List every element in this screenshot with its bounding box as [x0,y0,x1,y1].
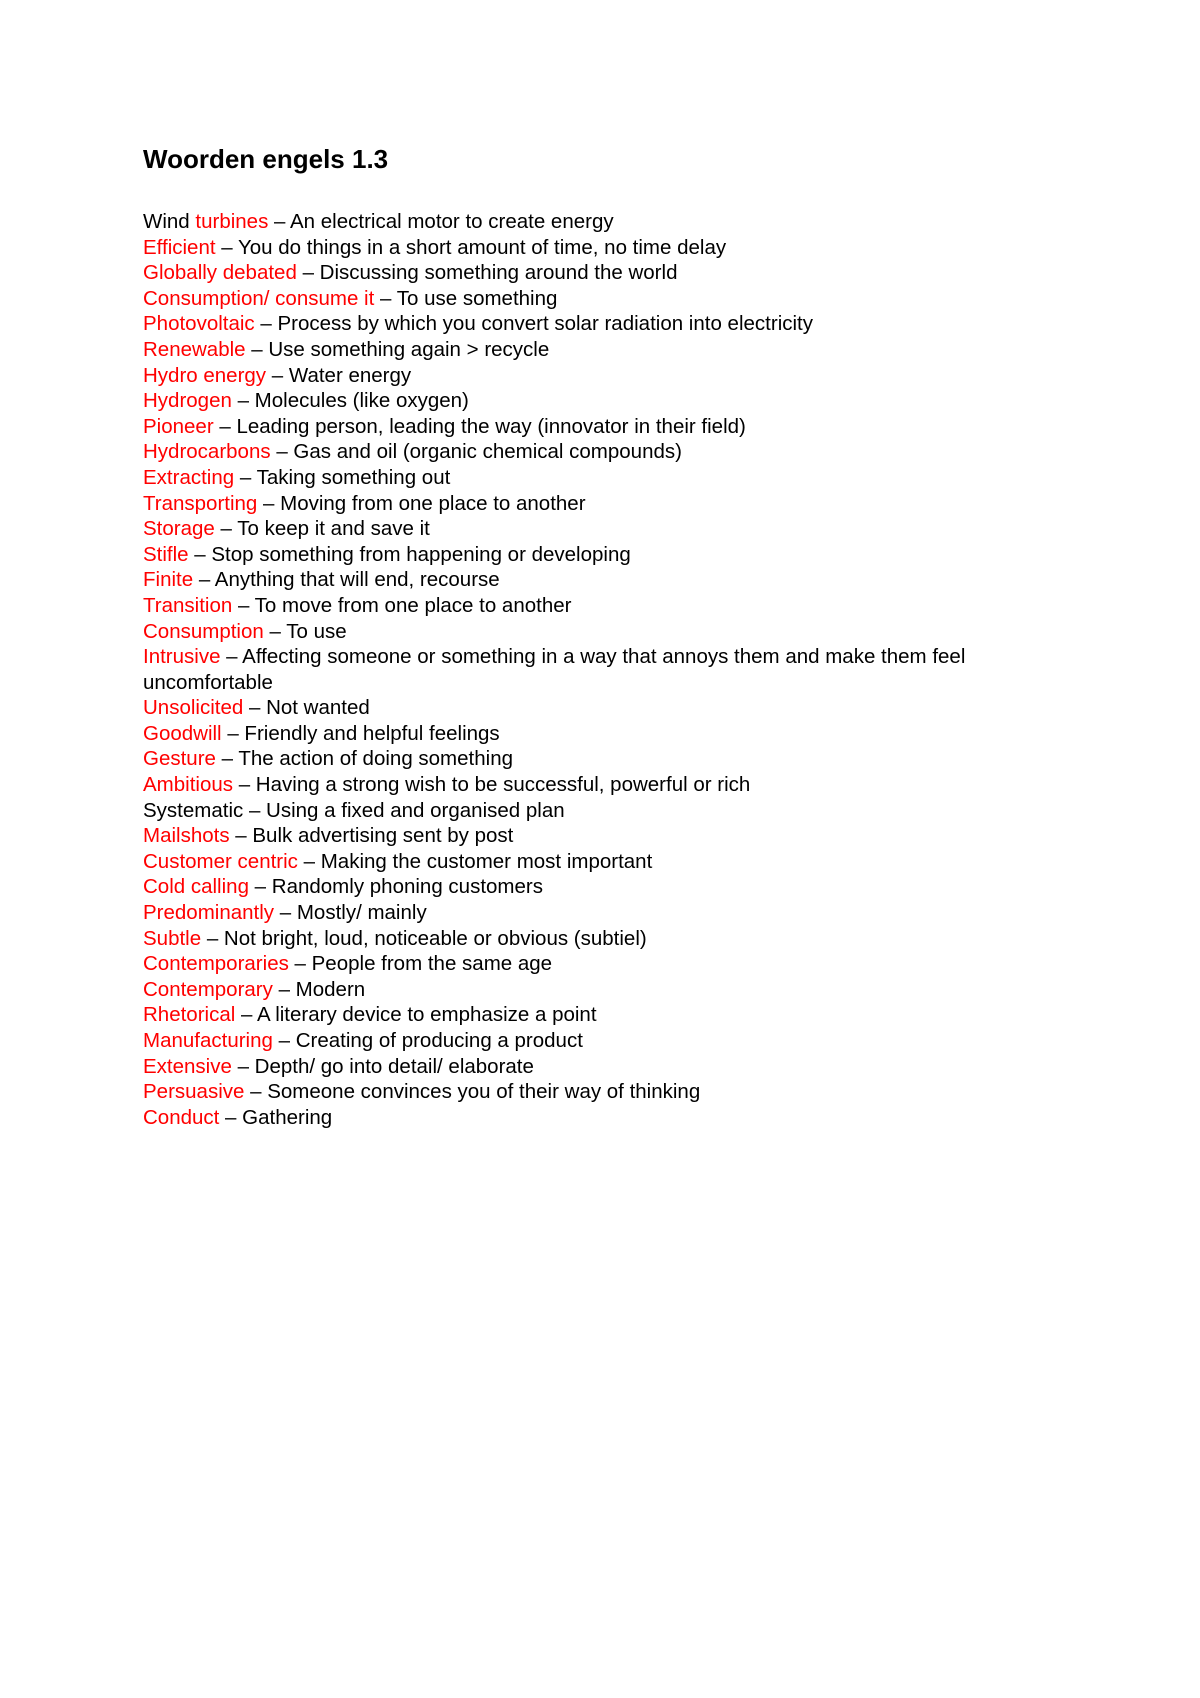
vocabulary-entry [143,746,1073,772]
vocabulary-entry [143,900,1073,926]
vocabulary-term: Predominantly [143,901,275,925]
vocabulary-definition: – Molecules (like oxygen) [231,389,469,413]
vocabulary-term: Renewable [143,337,246,361]
vocabulary-term: Unsolicited [143,696,244,720]
vocabulary-definition: – Moving from one place to another [257,491,586,515]
vocabulary-term: Rhetorical [143,1003,236,1027]
vocabulary-term: Finite [143,568,194,592]
vocabulary-definition: – Someone convinces you of their way of thinking [244,1080,701,1104]
vocabulary-definition: – You do things in a short amount of time, no time delay [215,235,727,259]
vocabulary-definition: – Taking something out [234,465,451,489]
vocabulary-entry [143,414,1073,440]
vocabulary-entry [143,260,1073,286]
vocabulary-term: Photovoltaic [143,312,255,336]
vocabulary-entry [143,388,1073,414]
vocabulary-term: Extracting [143,465,235,489]
vocabulary-definition: – Use something again > recycle [245,337,550,361]
vocabulary-term: Cold calling [143,875,249,899]
vocabulary-term: Wind [143,210,196,233]
vocabulary-entry [143,1028,1073,1054]
vocabulary-definition: – The action of doing something [215,747,513,771]
vocabulary-term: Hydrogen [143,389,232,413]
vocabulary-term: Systematic [143,798,244,822]
vocabulary-list [143,209,1073,1130]
vocabulary-entry [143,619,1073,645]
vocabulary-entry [143,567,1073,593]
vocabulary-definition: – Anything that will end, recourse [193,568,500,592]
vocabulary-entry [143,874,1073,900]
vocabulary-entry [143,644,1073,695]
vocabulary-entry [143,439,1073,465]
vocabulary-term: Subtle [143,926,202,950]
vocabulary-entry [143,1002,1073,1028]
vocabulary-term: Gesture [143,747,216,771]
vocabulary-entry [143,465,1073,491]
vocabulary-term: Conduct [143,1105,220,1129]
vocabulary-entry [143,491,1073,517]
vocabulary-term: Contemporary [143,977,273,1001]
vocabulary-term: Hydro energy [143,363,267,387]
vocabulary-term: Goodwill [143,721,222,745]
vocabulary-entry [143,1105,1073,1131]
vocabulary-term: Consumption [143,619,264,643]
vocabulary-definition: – Not wanted [243,696,370,720]
vocabulary-entry [143,849,1073,875]
vocabulary-term: Stifle [143,542,189,566]
vocabulary-entry [143,951,1073,977]
vocabulary-term: Ambitious [143,773,234,797]
vocabulary-definition: – Discussing something around the world [296,261,678,285]
vocabulary-entry [143,593,1073,619]
vocabulary-entry [143,337,1073,363]
vocabulary-term: Hydrocarbons [143,440,271,464]
vocabulary-definition: – An electrical motor to create energy [268,210,614,233]
vocabulary-term: Contemporaries [143,952,289,976]
vocabulary-term: Efficient [143,235,216,259]
vocabulary-definition: – People from the same age [288,952,553,976]
vocabulary-definition: – Creating of producing a product [272,1029,583,1052]
vocabulary-definition: – Leading person, leading the way (innovator in their field) [213,414,746,438]
vocabulary-entry [143,209,1073,235]
vocabulary-term: Intrusive [143,645,221,669]
vocabulary-term: Globally debated [143,261,297,285]
vocabulary-definition: – Process by which you convert solar radiation into electricity [254,312,813,336]
vocabulary-definition: – Not bright, loud, noticeable or obvious (subtiel) [201,926,647,950]
vocabulary-definition: – Affecting someone or something in a way that annoys them and make them feel uncomfortable [143,645,966,694]
vocabulary-definition: – Gas and oil (organic chemical compounds) [270,440,682,464]
vocabulary-definition: – Stop something from happening or developing [188,542,631,566]
vocabulary-term: Persuasive [143,1080,245,1104]
vocabulary-entry [143,695,1073,721]
vocabulary-entry [143,516,1073,542]
vocabulary-term: Extensive [143,1054,232,1078]
vocabulary-entry [143,772,1073,798]
vocabulary-definition: – Mostly/ mainly [274,901,427,925]
vocabulary-definition: – Friendly and helpful feelings [221,721,500,745]
vocabulary-definition: – Using a fixed and organised plan [243,798,565,822]
vocabulary-term: Consumption/ consume it [143,286,375,310]
vocabulary-entry [143,798,1073,824]
vocabulary-definition: – A literary device to emphasize a point [235,1003,597,1027]
vocabulary-entry [143,1054,1073,1080]
vocabulary-entry [143,823,1073,849]
vocabulary-definition: – Having a strong wish to be successful, powerful or rich [233,773,751,797]
vocabulary-definition: – Gathering [219,1105,333,1129]
vocabulary-entry [143,363,1073,389]
page-title: Woorden engels 1.3 [143,144,389,174]
vocabulary-entry [143,926,1073,952]
vocabulary-definition: – To move from one place to another [232,593,572,617]
vocabulary-term: Manufacturing [143,1029,273,1052]
vocabulary-definition: – To keep it and save it [214,517,430,541]
vocabulary-definition: – Water energy [266,363,412,387]
vocabulary-definition: – Depth/ go into detail/ elaborate [231,1054,534,1078]
vocabulary-term: Customer centric [143,849,298,873]
vocabulary-term: Pioneer [143,414,214,438]
vocabulary-definition: – Bulk advertising sent by post [229,824,514,848]
vocabulary-entry [143,235,1073,261]
vocabulary-definition: – To use something [374,286,558,310]
vocabulary-term: turbines [195,210,269,233]
vocabulary-entry [143,1079,1073,1105]
vocabulary-entry [143,542,1073,568]
vocabulary-entry [143,977,1073,1003]
vocabulary-definition: – Modern [272,977,366,1001]
vocabulary-entry [143,286,1073,312]
vocabulary-term: Transporting [143,491,258,515]
vocabulary-definition: – Randomly phoning customers [248,875,543,899]
vocabulary-definition: – Making the customer most important [297,849,653,873]
vocabulary-term: Mailshots [143,824,230,848]
vocabulary-term: Transition [143,593,233,617]
vocabulary-term: Storage [143,517,215,541]
vocabulary-entry [143,311,1073,337]
vocabulary-definition: – To use [263,619,347,643]
vocabulary-entry [143,721,1073,747]
